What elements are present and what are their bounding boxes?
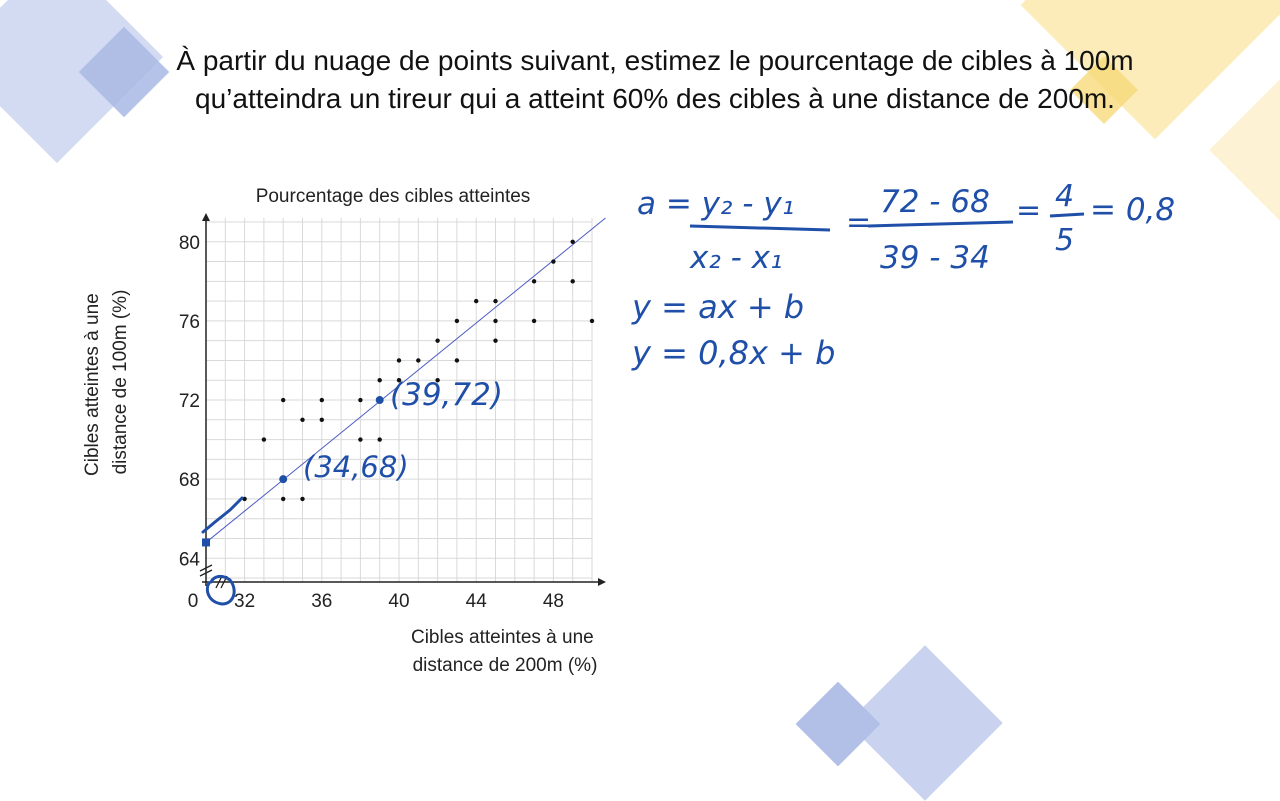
x-axis-label-line-1: Cibles atteintes à une	[410, 627, 594, 648]
data-point	[300, 497, 304, 501]
x-tick-label: 40	[388, 591, 410, 612]
chart-title: Pourcentage des cibles atteintes	[255, 186, 531, 207]
y-axis-label-line-2: distance de 100m (%)	[110, 289, 131, 475]
slope-result: = 0,8	[1090, 192, 1176, 228]
slope-fraction-bar	[1050, 214, 1084, 216]
scatter-chart	[82, 186, 606, 676]
x-axis-label-line-2: distance de 200m (%)	[412, 655, 598, 676]
x-tick-label: 48	[542, 591, 564, 612]
circled-axis-break	[207, 576, 234, 604]
slope-substituted-denominator: 39 - 34	[880, 240, 990, 276]
data-point	[532, 319, 536, 323]
ink-line-start	[203, 498, 242, 532]
data-point	[551, 259, 555, 263]
data-point	[493, 299, 497, 303]
data-point	[262, 437, 266, 441]
x-tick-label: 32	[234, 591, 256, 612]
y-axis-arrow	[202, 213, 210, 221]
slope-formula-numerator: a = y₂ - y₁	[637, 186, 795, 222]
point-label-39-72: (39,72)	[390, 377, 503, 413]
x-axis-arrow	[598, 578, 606, 586]
data-point	[300, 418, 304, 422]
line-equation-general: y = ax + b	[632, 288, 805, 326]
slope-formula-denominator: x₂ - x₁	[690, 240, 783, 276]
highlighted-point	[279, 475, 287, 483]
data-point	[397, 358, 401, 362]
data-point	[281, 398, 285, 402]
slope-formula-bar	[690, 226, 830, 230]
data-point	[455, 358, 459, 362]
slope-fraction-numerator: 4	[1055, 179, 1075, 214]
x-tick-label: 36	[311, 591, 333, 612]
data-point	[320, 398, 324, 402]
data-point	[378, 378, 382, 382]
data-point	[571, 279, 575, 283]
origin-label: 0	[187, 591, 199, 612]
chart-ticks	[179, 233, 564, 612]
data-point	[320, 418, 324, 422]
data-point	[455, 319, 459, 323]
data-point	[532, 279, 536, 283]
data-point	[358, 437, 362, 441]
line-equation-specific: y = 0,8x + b	[632, 334, 836, 372]
slope-equals-2: =	[1016, 193, 1042, 228]
y-axis-label-line-1: Cibles atteintes à une	[82, 293, 103, 477]
y-tick-label: 80	[178, 232, 200, 254]
x-tick-label: 44	[465, 591, 487, 612]
y-tick-label: 72	[178, 391, 200, 413]
y-tick-label: 76	[178, 311, 200, 333]
y-tick-label: 64	[178, 549, 200, 571]
data-point	[571, 240, 575, 244]
x-axis-label	[411, 627, 599, 676]
point-label-34-68: (34,68)	[303, 450, 409, 484]
data-point	[416, 358, 420, 362]
slope-substituted-bar	[868, 222, 1013, 226]
y-intercept-marker	[202, 538, 210, 546]
data-point	[358, 398, 362, 402]
data-point	[590, 319, 594, 323]
question-text: À partir du nuage de points suivant, estimez le pourcentage de cibles à 100m qu’atteindra un tireur qui a atteint 60% des cibles à une distance de 200m.	[176, 45, 1134, 114]
data-point	[493, 338, 497, 342]
slope-equals-1: =	[846, 205, 872, 240]
data-point	[378, 437, 382, 441]
highlighted-point	[376, 396, 384, 404]
y-axis-label	[82, 288, 131, 476]
data-point	[474, 299, 478, 303]
data-point	[493, 319, 497, 323]
data-point	[281, 497, 285, 501]
handwritten-annotations	[203, 179, 1175, 604]
y-tick-label: 68	[178, 470, 200, 492]
slope-substituted-numerator: 72 - 68	[880, 184, 990, 220]
slope-fraction-denominator: 5	[1055, 223, 1075, 258]
data-point	[435, 338, 439, 342]
